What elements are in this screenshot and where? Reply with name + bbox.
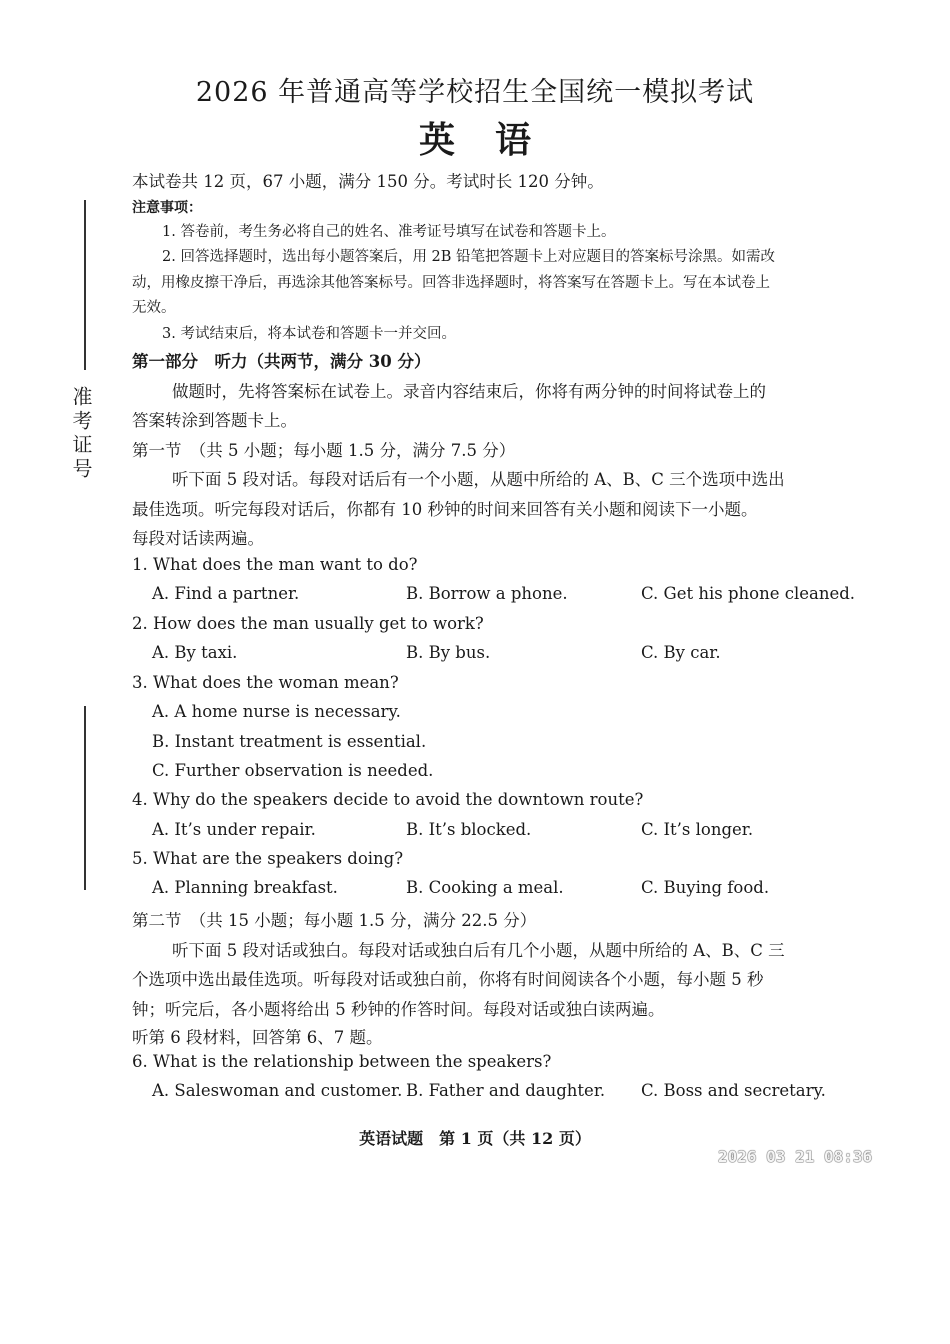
q5-option-a: A. Planning breakfast. bbox=[152, 878, 338, 897]
notice-heading: 注意事项： bbox=[132, 200, 202, 216]
part1-instruction: 答案转涂到答题卡上。 bbox=[132, 411, 297, 430]
q3-option-b: B. Instant treatment is essential. bbox=[152, 732, 427, 751]
section1-instruction: 听下面 5 段对话。每段对话后有一个小题，从题中所给的 A、B、C 三个选项中选出 bbox=[172, 470, 785, 489]
exam-intro: 本试卷共 12 页，67 小题，满分 150 分。考试时长 120 分钟。 bbox=[132, 172, 604, 191]
q1-option-b: B. Borrow a phone. bbox=[406, 584, 568, 603]
q1-option-a: A. Find a partner. bbox=[152, 584, 300, 603]
q6-option-b: B. Father and daughter. bbox=[406, 1081, 606, 1100]
notice-item: 动，用橡皮擦干净后，再选涂其他答案标号。回答非选择题时，将答案写在答题卡上。写在本试卷上 bbox=[132, 275, 770, 291]
q2-option-b: B. By bus. bbox=[406, 643, 491, 662]
scan-timestamp: 2026 03 21 08:36 bbox=[718, 1147, 873, 1166]
section2-instruction: 个选项中选出最佳选项。听每段对话或独白前，你将有时间阅读各个小题，每小题 5 秒 bbox=[132, 970, 764, 989]
material-6-note: 听第 6 段材料，回答第 6、7 题。 bbox=[132, 1028, 383, 1047]
section2-heading: 第二节 （共 15 小题；每小题 1.5 分，满分 22.5 分） bbox=[132, 911, 537, 930]
q4-option-b: B. It’s blocked. bbox=[406, 820, 532, 839]
part1-heading: 第一部分 听力（共两节，满分 30 分） bbox=[132, 352, 431, 371]
question-2: 2. How does the man usually get to work? bbox=[132, 614, 484, 633]
section1-heading: 第一节 （共 5 小题；每小题 1.5 分，满分 7.5 分） bbox=[132, 441, 516, 460]
section2-instruction: 钟；听完后，各小题将给出 5 秒钟的作答时间。每段对话或独白读两遍。 bbox=[132, 1000, 665, 1019]
question-5: 5. What are the speakers doing? bbox=[132, 849, 404, 868]
q5-option-c: C. Buying food. bbox=[641, 878, 770, 897]
notice-item: 2. 回答选择题时，选出每小题答案后，用 2B 铅笔把答题卡上对应题目的答案标号涂黑。如需改 bbox=[162, 249, 776, 265]
exam-id-label: 准考证号 bbox=[69, 386, 93, 482]
page-footer: 英语试题 第 1 页（共 12 页） bbox=[359, 1129, 591, 1148]
q3-option-c: C. Further observation is needed. bbox=[152, 761, 434, 780]
notice-item: 3. 考试结束后，将本试卷和答题卡一并交回。 bbox=[162, 326, 456, 342]
notice-item: 无效。 bbox=[132, 300, 176, 316]
q2-option-c: C. By car. bbox=[641, 643, 721, 662]
subject-title: 英语 bbox=[418, 119, 571, 161]
section1-instruction: 最佳选项。听完每段对话后，你都有 10 秒钟的时间来回答有关小题和阅读下一小题。 bbox=[132, 500, 758, 519]
q6-option-c: C. Boss and secretary. bbox=[641, 1081, 826, 1100]
q1-option-c: C. Get his phone cleaned. bbox=[641, 584, 856, 603]
margin-line-top bbox=[84, 200, 86, 370]
q6-option-a: A. Saleswoman and customer. bbox=[152, 1081, 403, 1100]
section2-instruction: 听下面 5 段对话或独白。每段对话或独白后有几个小题，从题中所给的 A、B、C 三 bbox=[172, 941, 785, 960]
q3-option-a: A. A home nurse is necessary. bbox=[152, 702, 401, 721]
section1-instruction: 每段对话读两遍。 bbox=[132, 529, 264, 548]
question-4: 4. Why do the speakers decide to avoid the downtown route? bbox=[132, 790, 644, 809]
question-3: 3. What does the woman mean? bbox=[132, 673, 399, 692]
question-6: 6. What is the relationship between the speakers? bbox=[132, 1052, 552, 1071]
margin-line-bottom bbox=[84, 706, 86, 890]
question-1: 1. What does the man want to do? bbox=[132, 555, 418, 574]
q5-option-b: B. Cooking a meal. bbox=[406, 878, 564, 897]
q4-option-c: C. It’s longer. bbox=[641, 820, 754, 839]
exam-title: 2026 年普通高等学校招生全国统一模拟考试 bbox=[195, 77, 755, 108]
q2-option-a: A. By taxi. bbox=[152, 643, 238, 662]
notice-item: 1. 答卷前，考生务必将自己的姓名、准考证号填写在试卷和答题卡上。 bbox=[162, 224, 616, 240]
part1-instruction: 做题时，先将答案标在试卷上。录音内容结束后，你将有两分钟的时间将试卷上的 bbox=[172, 382, 766, 401]
q4-option-a: A. It’s under repair. bbox=[152, 820, 316, 839]
